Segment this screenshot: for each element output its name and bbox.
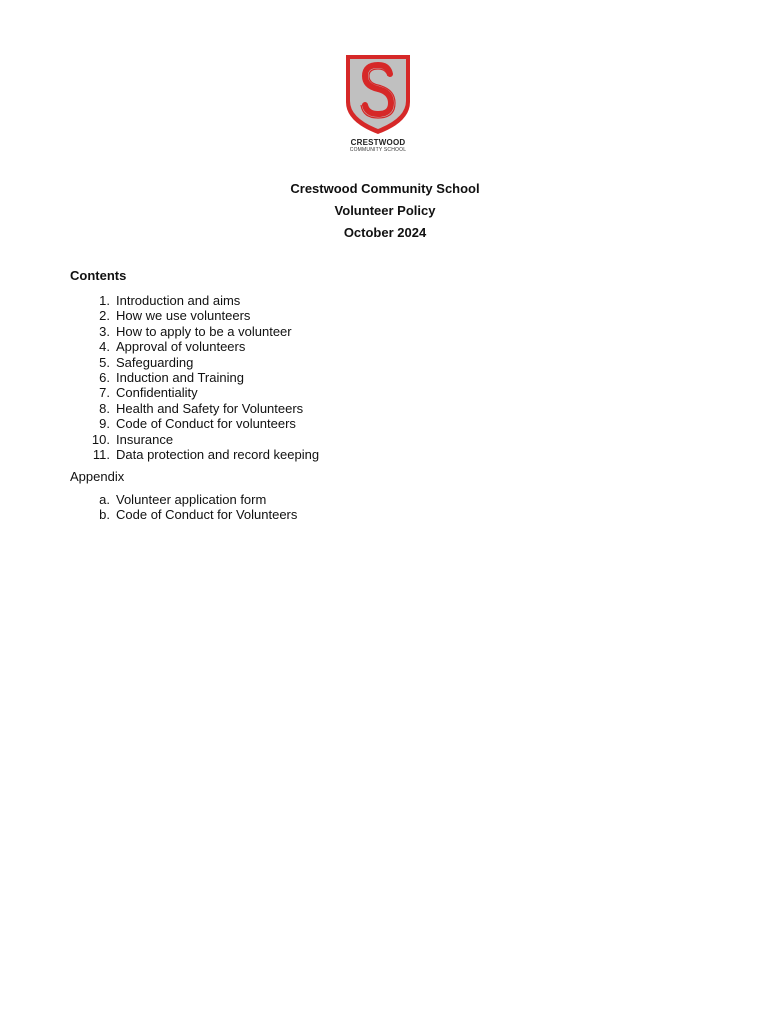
contents-item-number: 1. bbox=[99, 293, 110, 308]
contents-item-label: Safeguarding bbox=[116, 354, 194, 370]
policy-title: Volunteer Policy bbox=[334, 203, 436, 218]
contents-item-label: Code of Conduct for volunteers bbox=[116, 416, 296, 432]
school-logo bbox=[342, 52, 414, 158]
shield-emblem-icon bbox=[342, 52, 414, 136]
contents-item-number: 8. bbox=[99, 400, 110, 416]
contents-item-number: 11. bbox=[92, 446, 110, 462]
policy-date: October 2024 bbox=[343, 225, 427, 240]
contents-item-label: Approval of volunteers bbox=[116, 339, 246, 355]
contents-item-number: 7. bbox=[99, 385, 110, 401]
contents-item-number: 9. bbox=[99, 416, 110, 432]
contents-item-number: 3. bbox=[99, 323, 110, 339]
contents-heading: Contents bbox=[70, 268, 127, 283]
contents-item-number: 4. bbox=[99, 339, 110, 355]
document-title-block bbox=[0, 178, 770, 244]
logo-subtitle-text: COMMUNITY SCHOOL bbox=[349, 147, 407, 153]
appendix-item-letter: a. bbox=[99, 492, 110, 507]
contents-item-number: 10. bbox=[91, 431, 110, 447]
contents-item-label: Data protection and record keeping bbox=[116, 446, 320, 462]
appendix-item-label: Code of Conduct for Volunteers bbox=[116, 507, 298, 523]
contents-item-number: 6. bbox=[99, 369, 110, 385]
contents-item-label: How to apply to be a volunteer bbox=[116, 323, 292, 339]
appendix-heading: Appendix bbox=[70, 469, 125, 484]
contents-item-label: Insurance bbox=[116, 431, 174, 447]
contents-item-label: Confidentiality bbox=[116, 385, 198, 401]
appendix-item-label: Volunteer application form bbox=[116, 492, 267, 507]
school-name-title: Crestwood Community School bbox=[290, 181, 480, 196]
contents-item-label: Introduction and aims bbox=[116, 293, 241, 308]
contents-item-number: 2. bbox=[99, 308, 110, 324]
contents-item-label: How we use volunteers bbox=[116, 308, 251, 324]
contents-item-label: Health and Safety for Volunteers bbox=[116, 400, 304, 416]
contents-item-number: 5. bbox=[99, 354, 110, 370]
appendix-item-letter: b. bbox=[99, 507, 110, 523]
contents-item-label: Induction and Training bbox=[116, 369, 244, 385]
logo-name-text: CRESTWOOD bbox=[350, 138, 406, 147]
